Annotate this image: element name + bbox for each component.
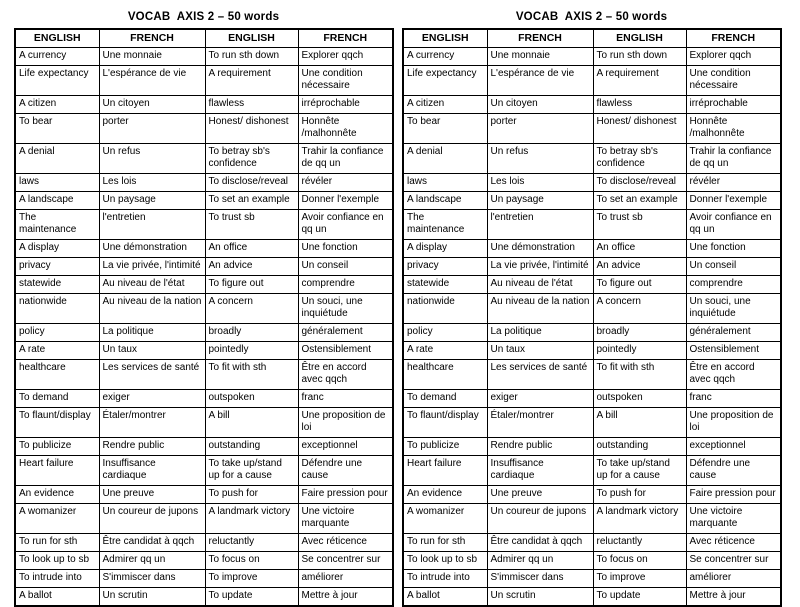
english-cell: privacy [403, 258, 487, 276]
english-cell: nationwide [15, 294, 99, 324]
english-cell: nationwide [403, 294, 487, 324]
table-row [15, 276, 393, 294]
column-header: FRENCH [686, 29, 781, 48]
english-cell: A requirement [205, 66, 298, 96]
table-row [403, 144, 781, 174]
table-row [403, 276, 781, 294]
english-cell: To figure out [205, 276, 298, 294]
english-cell: A display [403, 240, 487, 258]
table-row [403, 408, 781, 438]
table-row [15, 570, 393, 588]
french-cell: Une preuve [487, 486, 593, 504]
french-cell: irréprochable [686, 96, 781, 114]
french-cell: Un coureur de jupons [99, 504, 205, 534]
english-cell: A landscape [403, 192, 487, 210]
english-cell: To improve [205, 570, 298, 588]
french-cell: l'entretien [487, 210, 593, 240]
french-cell: Les lois [99, 174, 205, 192]
english-cell: To intrude into [403, 570, 487, 588]
table-row [15, 144, 393, 174]
english-cell: To disclose/reveal [593, 174, 686, 192]
english-cell: outspoken [593, 390, 686, 408]
french-cell: S'immiscer dans [99, 570, 205, 588]
column-header: FRENCH [487, 29, 593, 48]
table-row [15, 504, 393, 534]
french-cell: Défendre une cause [298, 456, 393, 486]
table-row [15, 324, 393, 342]
english-cell: To bear [403, 114, 487, 144]
table-row [403, 360, 781, 390]
english-cell: Honest/ dishonest [205, 114, 298, 144]
french-cell: exceptionnel [298, 438, 393, 456]
french-cell: Ostensiblement [298, 342, 393, 360]
table-row [403, 438, 781, 456]
french-cell: Un scrutin [487, 588, 593, 607]
english-cell: To look up to sb [403, 552, 487, 570]
english-cell: To bear [15, 114, 99, 144]
french-cell: Être candidat à qqch [487, 534, 593, 552]
english-cell: A concern [593, 294, 686, 324]
table-row [403, 570, 781, 588]
english-cell: A womanizer [403, 504, 487, 534]
english-cell: To run sth down [593, 48, 686, 66]
column-header: ENGLISH [403, 29, 487, 48]
english-cell: policy [15, 324, 99, 342]
table-row [15, 588, 393, 607]
english-cell: A ballot [15, 588, 99, 607]
table-row [403, 588, 781, 607]
english-cell: To set an example [593, 192, 686, 210]
french-cell: Admirer qq un [99, 552, 205, 570]
english-cell: A requirement [593, 66, 686, 96]
english-cell: The maintenance [15, 210, 99, 240]
french-cell: Une monnaie [99, 48, 205, 66]
english-cell: pointedly [593, 342, 686, 360]
french-cell: Une condition nécessaire [686, 66, 781, 96]
french-cell: Un coureur de jupons [487, 504, 593, 534]
french-cell: Faire pression pour [686, 486, 781, 504]
table-row [403, 96, 781, 114]
french-cell: Une proposition de loi [298, 408, 393, 438]
french-cell: généralement [686, 324, 781, 342]
column-header: FRENCH [298, 29, 393, 48]
english-cell: The maintenance [403, 210, 487, 240]
french-cell: Mettre à jour [298, 588, 393, 607]
english-cell: To flaunt/display [15, 408, 99, 438]
french-cell: Un paysage [99, 192, 205, 210]
french-cell: Un citoyen [99, 96, 205, 114]
english-cell: To take up/stand up for a cause [593, 456, 686, 486]
french-cell: améliorer [686, 570, 781, 588]
french-cell: Au niveau de l'état [487, 276, 593, 294]
english-cell: To focus on [593, 552, 686, 570]
english-cell: To demand [403, 390, 487, 408]
english-cell: broadly [593, 324, 686, 342]
page-title: VOCAB AXIS 2 – 50 words [515, 11, 668, 23]
french-cell: porter [99, 114, 205, 144]
header-row [15, 29, 393, 48]
english-cell: To run for sth [403, 534, 487, 552]
french-cell: exiger [99, 390, 205, 408]
table-row [403, 486, 781, 504]
english-cell: To update [205, 588, 298, 607]
french-cell: Un taux [99, 342, 205, 360]
page-title: VOCAB AXIS 2 – 50 words [127, 11, 280, 23]
english-cell: A womanizer [15, 504, 99, 534]
french-cell: Explorer qqch [686, 48, 781, 66]
french-cell: Insuffisance cardiaque [487, 456, 593, 486]
table-row [403, 240, 781, 258]
english-cell: To publicize [403, 438, 487, 456]
french-cell: Une proposition de loi [686, 408, 781, 438]
french-cell: La politique [99, 324, 205, 342]
french-cell: Avoir confiance en qq un [298, 210, 393, 240]
table-row [15, 48, 393, 66]
english-cell: To betray sb's confidence [205, 144, 298, 174]
french-cell: Un paysage [487, 192, 593, 210]
french-cell: généralement [298, 324, 393, 342]
french-cell: Défendre une cause [686, 456, 781, 486]
french-cell: Les lois [487, 174, 593, 192]
table-row [15, 66, 393, 96]
english-cell: To fit with sth [205, 360, 298, 390]
table-row [15, 192, 393, 210]
french-cell: porter [487, 114, 593, 144]
table-row [403, 174, 781, 192]
english-cell: To flaunt/display [403, 408, 487, 438]
header-row [403, 29, 781, 48]
french-cell: Être en accord avec qqch [298, 360, 393, 390]
table-row [403, 504, 781, 534]
french-cell: Au niveau de l'état [99, 276, 205, 294]
french-cell: Être candidat à qqch [99, 534, 205, 552]
french-cell: Un souci, une inquiétude [298, 294, 393, 324]
table-row [15, 96, 393, 114]
french-cell: Trahir la confiance de qq un [686, 144, 781, 174]
english-cell: To figure out [593, 276, 686, 294]
english-cell: laws [403, 174, 487, 192]
french-cell: comprendre [298, 276, 393, 294]
table-row [403, 192, 781, 210]
english-cell: To run for sth [15, 534, 99, 552]
french-cell: l'entretien [99, 210, 205, 240]
column-header: ENGLISH [593, 29, 686, 48]
french-cell: Avec réticence [298, 534, 393, 552]
english-cell: To trust sb [205, 210, 298, 240]
french-cell: exceptionnel [686, 438, 781, 456]
table-row [403, 552, 781, 570]
french-cell: L'espérance de vie [487, 66, 593, 96]
english-cell: To demand [15, 390, 99, 408]
french-cell: Un souci, une inquiétude [686, 294, 781, 324]
english-cell: A display [15, 240, 99, 258]
english-cell: A denial [15, 144, 99, 174]
english-cell: statewide [15, 276, 99, 294]
english-cell: flawless [593, 96, 686, 114]
table-row [403, 324, 781, 342]
english-cell: A ballot [403, 588, 487, 607]
english-cell: pointedly [205, 342, 298, 360]
french-cell: Rendre public [99, 438, 205, 456]
english-cell: An evidence [403, 486, 487, 504]
table-row [403, 66, 781, 96]
french-cell: Une victoire marquante [298, 504, 393, 534]
column-header: FRENCH [99, 29, 205, 48]
english-cell: To take up/stand up for a cause [205, 456, 298, 486]
french-cell: Mettre à jour [686, 588, 781, 607]
english-cell: An office [205, 240, 298, 258]
french-cell: Une démonstration [99, 240, 205, 258]
table-row [403, 48, 781, 66]
table-row [15, 456, 393, 486]
french-cell: Avoir confiance en qq un [686, 210, 781, 240]
french-cell: Une démonstration [487, 240, 593, 258]
french-cell: Insuffisance cardiaque [99, 456, 205, 486]
english-cell: broadly [205, 324, 298, 342]
english-cell: To fit with sth [593, 360, 686, 390]
french-cell: Faire pression pour [298, 486, 393, 504]
french-cell: Rendre public [487, 438, 593, 456]
french-cell: Une fonction [686, 240, 781, 258]
french-cell: Les services de santé [99, 360, 205, 390]
french-cell: révéler [298, 174, 393, 192]
table-row [15, 552, 393, 570]
french-cell: Une monnaie [487, 48, 593, 66]
english-cell: healthcare [15, 360, 99, 390]
english-cell: A bill [593, 408, 686, 438]
english-cell: To intrude into [15, 570, 99, 588]
french-cell: L'espérance de vie [99, 66, 205, 96]
table-row [403, 534, 781, 552]
english-cell: policy [403, 324, 487, 342]
english-cell: A denial [403, 144, 487, 174]
english-cell: A landmark victory [205, 504, 298, 534]
english-cell: A citizen [15, 96, 99, 114]
french-cell: comprendre [686, 276, 781, 294]
french-cell: Un taux [487, 342, 593, 360]
english-cell: A currency [403, 48, 487, 66]
french-cell: Honnête /malhonnête [298, 114, 393, 144]
english-cell: An advice [593, 258, 686, 276]
english-cell: Life expectancy [15, 66, 99, 96]
english-cell: outstanding [593, 438, 686, 456]
english-cell: An office [593, 240, 686, 258]
english-cell: statewide [403, 276, 487, 294]
table-row [15, 408, 393, 438]
table-row [403, 210, 781, 240]
french-cell: Une preuve [99, 486, 205, 504]
english-cell: To look up to sb [15, 552, 99, 570]
french-cell: Une victoire marquante [686, 504, 781, 534]
french-cell: Admirer qq un [487, 552, 593, 570]
table-row [15, 534, 393, 552]
english-cell: A rate [15, 342, 99, 360]
french-cell: Un conseil [686, 258, 781, 276]
french-cell: Donner l'exemple [298, 192, 393, 210]
english-cell: flawless [205, 96, 298, 114]
table-row [15, 114, 393, 144]
english-cell: A currency [15, 48, 99, 66]
english-cell: A landmark victory [593, 504, 686, 534]
vocab-table [402, 28, 782, 607]
french-cell: Se concentrer sur [686, 552, 781, 570]
english-cell: A landscape [15, 192, 99, 210]
english-cell: An evidence [15, 486, 99, 504]
french-cell: Explorer qqch [298, 48, 393, 66]
french-cell: irréprochable [298, 96, 393, 114]
table-row [15, 390, 393, 408]
english-cell: To push for [205, 486, 298, 504]
english-cell: To improve [593, 570, 686, 588]
column-header: ENGLISH [15, 29, 99, 48]
french-cell: Les services de santé [487, 360, 593, 390]
french-cell: Donner l'exemple [686, 192, 781, 210]
table-row [15, 240, 393, 258]
table-row [403, 342, 781, 360]
french-cell: Être en accord avec qqch [686, 360, 781, 390]
table-row [15, 438, 393, 456]
english-cell: outspoken [205, 390, 298, 408]
vocab-table-block-right [402, 11, 781, 601]
french-cell: Avec réticence [686, 534, 781, 552]
french-cell: La vie privée, l'intimité [99, 258, 205, 276]
french-cell: Étaler/montrer [487, 408, 593, 438]
english-cell: A rate [403, 342, 487, 360]
french-cell: La vie privée, l'intimité [487, 258, 593, 276]
english-cell: Honest/ dishonest [593, 114, 686, 144]
french-cell: Étaler/montrer [99, 408, 205, 438]
table-row [15, 486, 393, 504]
french-cell: améliorer [298, 570, 393, 588]
english-cell: privacy [15, 258, 99, 276]
table-row [403, 456, 781, 486]
table-row [403, 114, 781, 144]
english-cell: To focus on [205, 552, 298, 570]
vocab-table [14, 28, 394, 607]
english-cell: To update [593, 588, 686, 607]
english-cell: To publicize [15, 438, 99, 456]
english-cell: To set an example [205, 192, 298, 210]
french-cell: Un scrutin [99, 588, 205, 607]
french-cell: Trahir la confiance de qq un [298, 144, 393, 174]
table-row [15, 360, 393, 390]
table-row [15, 294, 393, 324]
english-cell: reluctantly [593, 534, 686, 552]
french-cell: exiger [487, 390, 593, 408]
french-cell: Au niveau de la nation [99, 294, 205, 324]
table-row [403, 390, 781, 408]
english-cell: reluctantly [205, 534, 298, 552]
english-cell: Life expectancy [403, 66, 487, 96]
table-row [15, 342, 393, 360]
french-cell: Au niveau de la nation [487, 294, 593, 324]
english-cell: healthcare [403, 360, 487, 390]
french-cell: franc [686, 390, 781, 408]
english-cell: An advice [205, 258, 298, 276]
french-cell: Une condition nécessaire [298, 66, 393, 96]
french-cell: Se concentrer sur [298, 552, 393, 570]
french-cell: révéler [686, 174, 781, 192]
table-row [15, 258, 393, 276]
french-cell: Un citoyen [487, 96, 593, 114]
english-cell: To run sth down [205, 48, 298, 66]
french-cell: S'immiscer dans [487, 570, 593, 588]
table-row [15, 174, 393, 192]
english-cell: laws [15, 174, 99, 192]
french-cell: Un refus [487, 144, 593, 174]
english-cell: To disclose/reveal [205, 174, 298, 192]
english-cell: A bill [205, 408, 298, 438]
english-cell: outstanding [205, 438, 298, 456]
english-cell: To push for [593, 486, 686, 504]
french-cell: Honnête /malhonnête [686, 114, 781, 144]
table-row [403, 258, 781, 276]
english-cell: A concern [205, 294, 298, 324]
french-cell: La politique [487, 324, 593, 342]
english-cell: A citizen [403, 96, 487, 114]
table-row [403, 294, 781, 324]
french-cell: Ostensiblement [686, 342, 781, 360]
french-cell: Une fonction [298, 240, 393, 258]
table-row [15, 210, 393, 240]
french-cell: franc [298, 390, 393, 408]
english-cell: Heart failure [403, 456, 487, 486]
english-cell: To trust sb [593, 210, 686, 240]
french-cell: Un refus [99, 144, 205, 174]
french-cell: Un conseil [298, 258, 393, 276]
english-cell: To betray sb's confidence [593, 144, 686, 174]
english-cell: Heart failure [15, 456, 99, 486]
vocab-table-block-left [14, 11, 393, 601]
column-header: ENGLISH [205, 29, 298, 48]
